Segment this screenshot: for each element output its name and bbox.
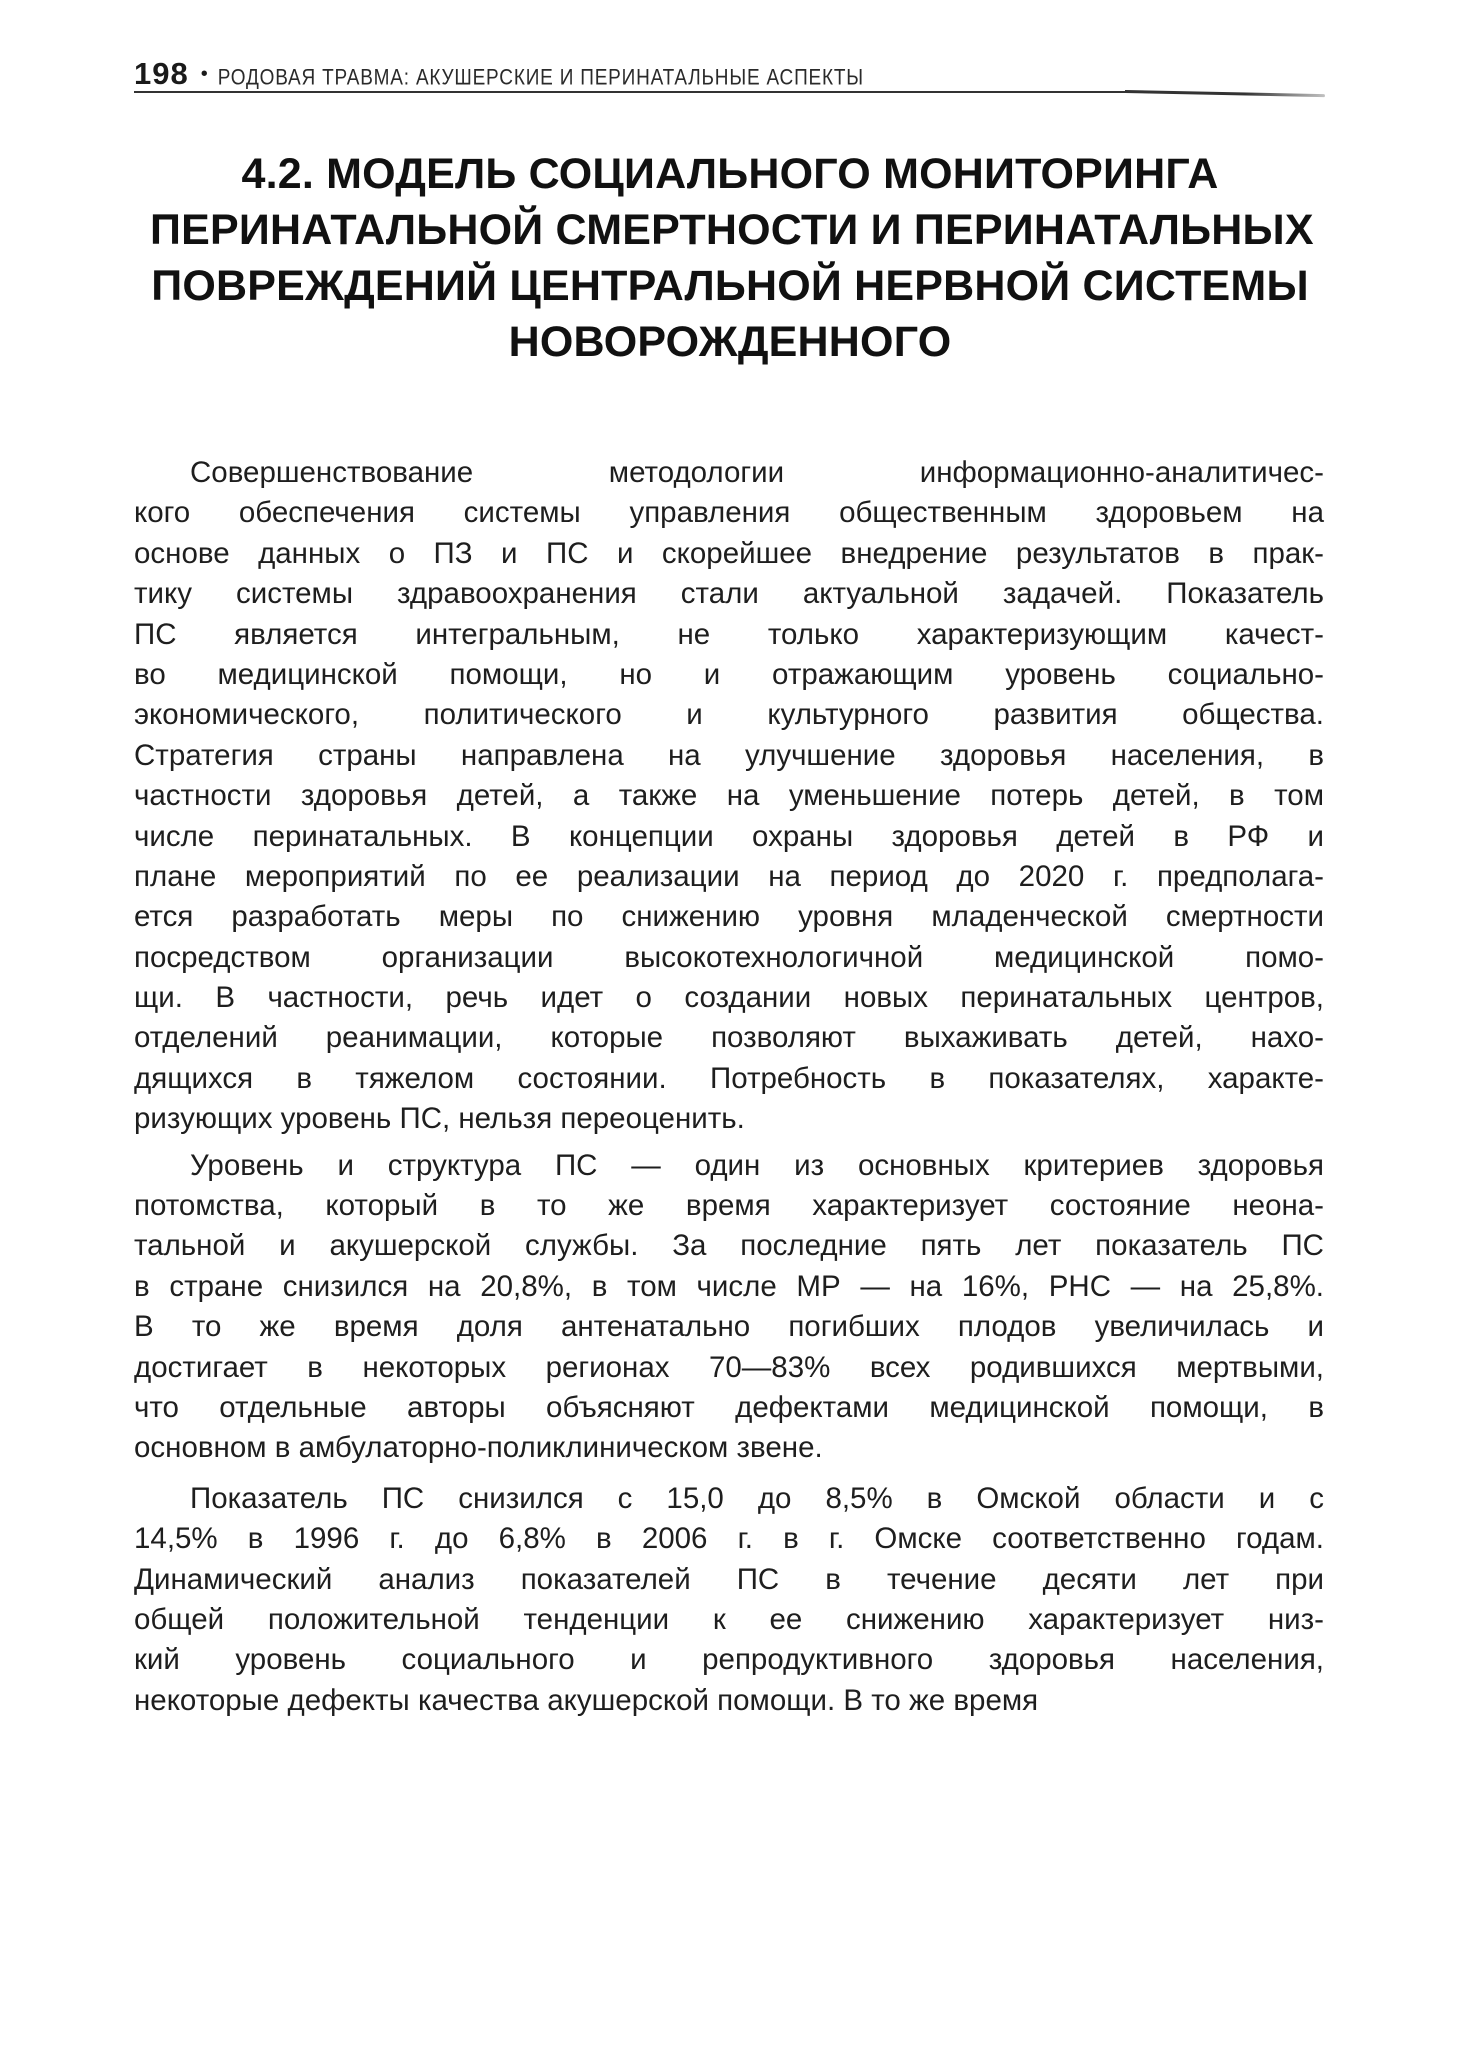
- text-line: основном в амбулаторно-поликлиническом звене.: [134, 1431, 823, 1465]
- text-line: частности здоровья детей, а также на уменьшение потерь детей, в том: [134, 779, 1324, 813]
- header-bullet: •: [200, 63, 208, 85]
- text-line: 14,5% в 1996 г. до 6,8% в 2006 г. в г. Омске соответственно годам.: [134, 1522, 1324, 1556]
- text-line: плане мероприятий по ее реализации на период до 2020 г. предполага-: [134, 859, 1324, 893]
- heading-line: ПЕРИНАТАЛЬНОЙ СМЕРТНОСТИ И ПЕРИНАТАЛЬНЫХ: [150, 206, 1314, 254]
- text-line: общей положительной тенденции к ее снижению характеризует низ-: [134, 1602, 1324, 1636]
- text-line: тику системы здравоохранения стали актуальной задачей. Показатель: [134, 577, 1324, 611]
- text-line: достигает в некоторых регионах 70—83% всех родившихся мертвыми,: [134, 1350, 1324, 1384]
- text-line: числе перинатальных. В концепции охраны здоровья детей в РФ и: [134, 819, 1324, 853]
- heading-line: 4.2. МОДЕЛЬ СОЦИАЛЬНОГО МОНИТОРИНГА: [241, 150, 1219, 198]
- text-line: посредством организации высокотехнологичной медицинской помо-: [134, 940, 1324, 974]
- text-line: экономического, политического и культурного развития общества.: [134, 698, 1324, 732]
- paragraph: [134, 1146, 1324, 1469]
- text-line: потомства, который в то же время характеризует состояние неона-: [134, 1189, 1324, 1223]
- heading-line: ПОВРЕЖДЕНИЙ ЦЕНТРАЛЬНОЙ НЕРВНОЙ СИСТЕМЫ: [151, 262, 1309, 310]
- text-line: отделений реанимации, которые позволяют выхаживать детей, нахо-: [134, 1021, 1324, 1055]
- text-line: основе данных о ПЗ и ПС и скорейшее внедрение результатов в прак-: [134, 536, 1324, 570]
- text-line: В то же время доля антенатально погибших плодов увеличилась и: [134, 1310, 1324, 1344]
- section-heading: [150, 146, 1314, 370]
- text-line: ется разработать меры по снижению уровня младенческой смертности: [134, 900, 1324, 934]
- text-line: кого обеспечения системы управления общественным здоровьем на: [134, 496, 1324, 530]
- text-line: кий уровень социального и репродуктивного здоровья населения,: [134, 1643, 1324, 1677]
- text-line: Уровень и структура ПС — один из основных критериев здоровья: [190, 1148, 1324, 1182]
- text-line: тальной и акушерской службы. За последние пять лет показатель ПС: [134, 1229, 1324, 1263]
- text-line: Совершенствование методологии информационно-аналитичес-: [190, 456, 1324, 489]
- text-line: дящихся в тяжелом состоянии. Потребность в показателях, характе-: [134, 1061, 1324, 1095]
- paragraph: [134, 453, 1324, 1140]
- text-line: во медицинской помощи, но и отражающим уровень социально-: [134, 657, 1324, 691]
- text-line: Показатель ПС снизился с 15,0 до 8,5% в Омской области и с: [190, 1481, 1324, 1515]
- text-line: Динамический анализ показателей ПС в течение десяти лет при: [134, 1562, 1324, 1596]
- heading-line: НОВОРОЖДЕННОГО: [508, 318, 952, 366]
- text-line: что отдельные авторы объясняют дефектами медицинской помощи, в: [134, 1390, 1324, 1424]
- running-title: РОДОВАЯ ТРАВМА: АКУШЕРСКИЕ И ПЕРИНАТАЛЬНЫЕ АСПЕКТЫ: [217, 66, 864, 91]
- body-text: [134, 453, 1324, 1721]
- text-line: щи. В частности, речь идет о создании новых перинатальных центров,: [134, 981, 1324, 1015]
- text-line: некоторые дефекты качества акушерской помощи. В то же время: [134, 1683, 1039, 1717]
- text-line: в стране снизился на 20,8%, в том числе МР — на 16%, РНС — на 25,8%.: [134, 1269, 1324, 1303]
- text-line: ПС является интегральным, не только характеризующим качест-: [134, 617, 1324, 651]
- header-rule: [134, 91, 1134, 93]
- page-number: 198: [134, 56, 189, 91]
- text-line: ризующих уровень ПС, нельзя переоценить.: [134, 1102, 745, 1136]
- text-line: Стратегия страны направлена на улучшение здоровья населения, в: [134, 738, 1324, 772]
- paragraph: [134, 1479, 1324, 1721]
